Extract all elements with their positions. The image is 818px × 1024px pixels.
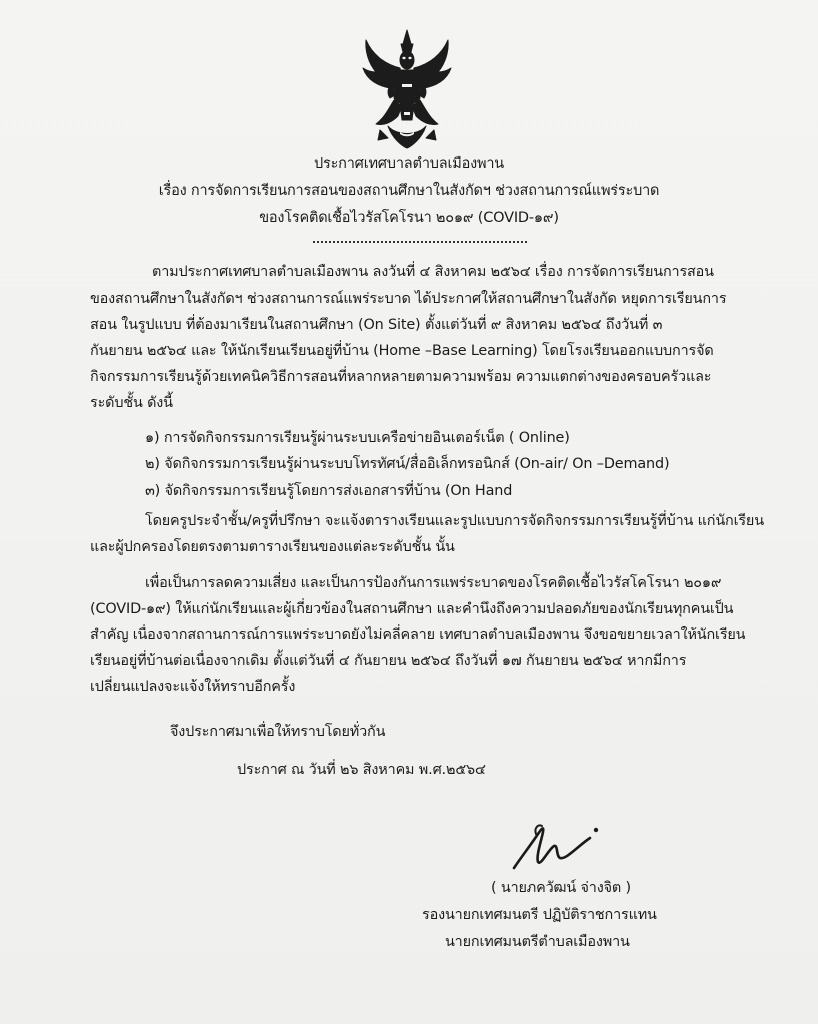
handwritten-signature xyxy=(508,816,603,878)
signatory-position: นายกเทศมนตรีตำบลเมืองพาน xyxy=(445,934,630,950)
paragraph-line: สอน ในรูปแบบ ที่ต้องมาเรียนในสถานศึกษา (On Site) ตั้งแต่วันที่ ๙ สิงหาคม ๒๕๖๔ ถึงวันที่ ๓ xyxy=(90,317,663,333)
paragraph-line: ตามประกาศเทศบาลตำบลเมืองพาน ลงวันที่ ๔ สิงหาคม ๒๕๖๔ เรื่อง การจัดการเรียนการสอน xyxy=(152,264,714,280)
dotted-divider xyxy=(313,241,527,243)
paragraph-line: กันยายน ๒๕๖๔ และ ให้นักเรียนเรียนอยู่ที่บ้าน (Home –Base Learning) โดยโรงเรียนออกแบบการจัด xyxy=(90,343,714,359)
paragraph-line: สำคัญ เนื่องจากสถานการณ์การแพร่ระบาดยังไม่คลี่คลาย เทศบาลตำบลเมืองพาน จึงขอขยายเวลาให้นักเรียน xyxy=(90,627,746,643)
paragraph-line: ของสถานศึกษาในสังกัดฯ ช่วงสถานการณ์แพร่ระบาด ได้ประกาศให้สถานศึกษาในสังกัด หยุดการเรียนการ xyxy=(90,291,727,307)
list-item: ๑) การจัดกิจกรรมการเรียนรู้ผ่านระบบเครือข่ายอินเตอร์เน็ต ( Online) xyxy=(145,430,570,446)
closing-statement: จึงประกาศมาเพื่อให้ทราบโดยทั่วกัน xyxy=(170,724,386,740)
announcement-date: ประกาศ ณ วันที่ ๒๖ สิงหาคม พ.ศ.๒๕๖๔ xyxy=(237,762,486,778)
announcement-issuer: ประกาศเทศบาลตำบลเมืองพาน xyxy=(313,156,505,172)
signatory-name: ( นายภควัฒน์ จ่างจิต ) xyxy=(491,880,631,896)
paragraph-line: เรียนอยู่ที่บ้านต่อเนื่องจากเดิม ตั้งแต่วันที่ ๔ กันยายน ๒๕๖๔ ถึงวันที่ ๑๗ กันยายน ๒๕๖๔ หากมีการ xyxy=(90,653,687,669)
paragraph-line: (COVID-๑๙) ให้แก่นักเรียนและผู้เกี่ยวข้องในสถานศึกษา และคำนึงถึงความปลอดภัยของนักเรียนทุกคนเป็น xyxy=(90,601,734,617)
announcement-subject: เรื่อง การจัดการเรียนการสอนของสถานศึกษาในสังกัดฯ ช่วงสถานการณ์แพร่ระบาด xyxy=(158,183,660,199)
announcement-subject-cont: ของโรคติดเชื้อไวรัสโคโรนา ๒๐๑๙ (COVID-๑๙) xyxy=(259,210,559,226)
garuda-emblem-icon xyxy=(360,28,455,150)
paragraph-line: และผู้ปกครองโดยตรงตามตารางเรียนของแต่ละระดับชั้น นั้น xyxy=(90,539,455,555)
paragraph-line: กิจกรรมการเรียนรู้ด้วยเทคนิควิธีการสอนที่หลากหลายตามความพร้อม ความแตกต่างของครอบครัวและ xyxy=(90,369,712,385)
signatory-position: รองนายกเทศมนตรี ปฏิบัติราชการแทน xyxy=(422,907,657,923)
list-item: ๓) จัดกิจกรรมการเรียนรู้โดยการส่งเอกสารที่บ้าน (On Hand xyxy=(145,483,513,499)
paragraph-line: ระดับชั้น ดังนี้ xyxy=(90,395,173,411)
paragraph-line: โดยครูประจำชั้น/ครูที่ปรึกษา จะแจ้งตารางเรียนและรูปแบบการจัดกิจกรรมการเรียนรู้ที่บ้าน แก่นักเรียน xyxy=(145,513,764,529)
paragraph-line: เปลี่ยนแปลงจะแจ้งให้ทราบอีกครั้ง xyxy=(90,679,296,695)
paragraph-line: เพื่อเป็นการลดความเสี่ยง และเป็นการป้องกันการแพร่ระบาดของโรคติดเชื้อไวรัสโคโรนา ๒๐๑๙ xyxy=(145,575,722,591)
list-item: ๒) จัดกิจกรรมการเรียนรู้ผ่านระบบโทรทัศน์/สื่ออิเล็กทรอนิกส์ (On-air/ On –Demand) xyxy=(145,456,670,472)
